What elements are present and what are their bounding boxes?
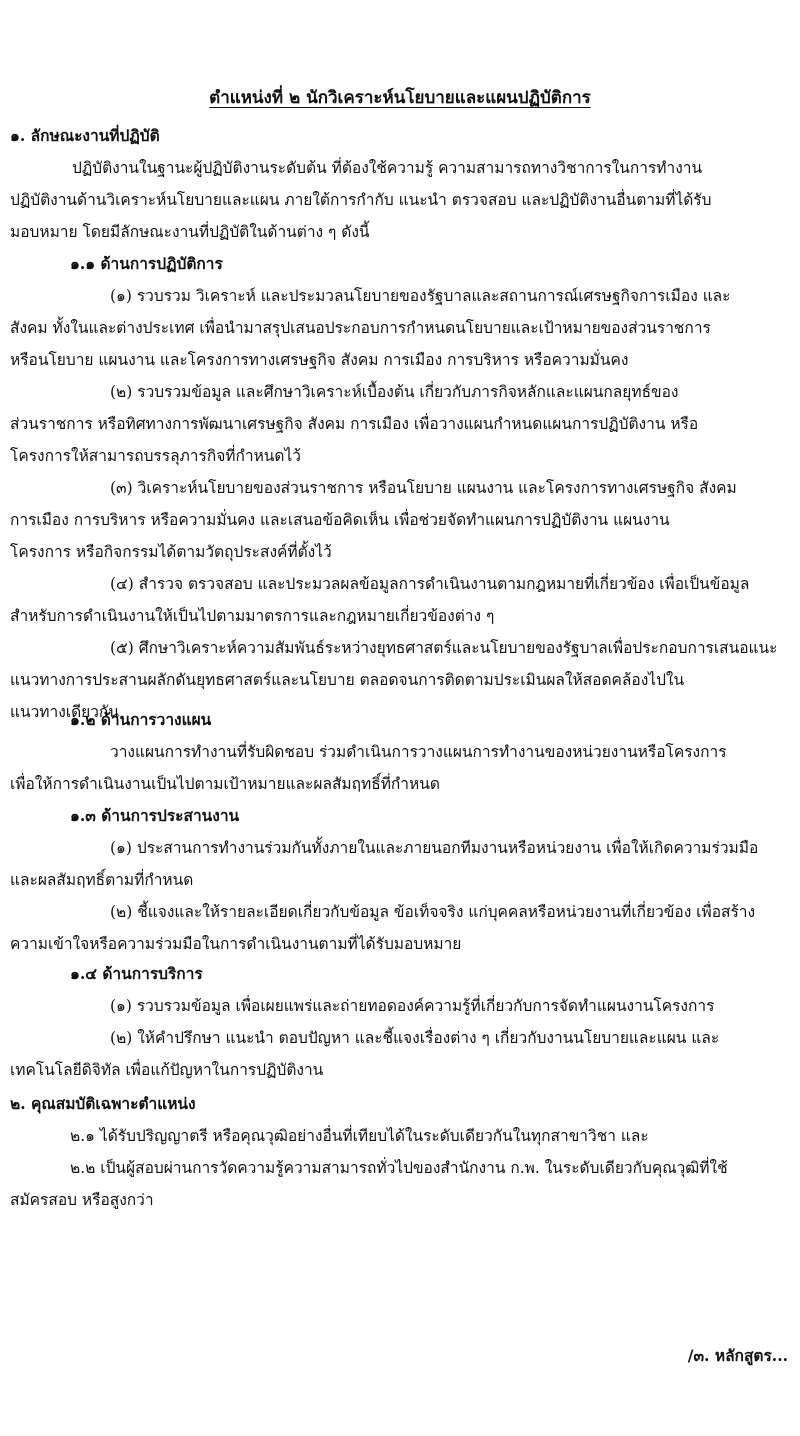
- subsection-1-1: [10, 248, 794, 728]
- list-item-line: (๑) รวบรวม วิเคราะห์ และประมวลนโยบายของรัฐบาลและสถานการณ์เศรษฐกิจการเมือง และ: [110, 287, 731, 305]
- list-item-line: (๒) รวบรวมข้อมูล และศึกษาวิเคราะห์เบื้องต้น เกี่ยวกับภารกิจหลักและแผนกลยุทธ์ของ: [110, 383, 679, 401]
- list-item-line: (๔) สำรวจ ตรวจสอบ และประมวลผลข้อมูลการดำเนินงานตามกฎหมายที่เกี่ยวข้อง เพื่อเป็นข้อมูล: [110, 575, 750, 593]
- list-item-line: โครงการ หรือกิจกรรมได้ตามวัตถุประสงค์ที่ตั้งไว้: [10, 543, 332, 561]
- page-title: [0, 84, 800, 111]
- list-item-line: (๒) ชี้แจงและให้รายละเอียดเกี่ยวกับข้อมูล ข้อเท็จจริง แก่บุคคลหรือหน่วยงานที่เกี่ยวข้อง เพื่อสร้าง: [110, 903, 756, 921]
- list-item-line: แนวทางเดียวกัน: [10, 703, 119, 721]
- section-2: [10, 1088, 794, 1216]
- list-item-line: การเมือง การบริหาร หรือความมั่นคง และเสนอข้อคิดเห็น เพื่อช่วยจัดทำแผนการปฏิบัติงาน แผนงาน: [10, 511, 670, 529]
- list-item-line: (๑) ประสานการทำงานร่วมกันทั้งภายในและภายนอกทีมงานหรือหน่วยงาน เพื่อให้เกิดความร่วมมือ: [110, 839, 759, 857]
- list-item-line: ความเข้าใจหรือความร่วมมือในการดำเนินงานตามที่ได้รับมอบหมาย: [10, 935, 462, 953]
- subsection-heading: ๑.๒ ด้านการวางแผน: [70, 710, 212, 729]
- list-item-line: และผลสัมฤทธิ์ตามที่กำหนด: [10, 871, 194, 889]
- list-item-line: โครงการให้สามารถบรรลุภารกิจที่กำหนดไว้: [10, 447, 301, 465]
- subsection-1-2: [10, 704, 794, 800]
- list-item-line: (๓) วิเคราะห์นโยบายของส่วนราชการ หรือนโยบาย แผนงาน และโครงการทางเศรษฐกิจ สังคม: [110, 479, 737, 497]
- list-item-line: (๕) ศึกษาวิเคราะห์ความสัมพันธ์ระหว่างยุทธศาสตร์และนโยบายของรัฐบาลเพื่อประกอบการเสนอแนะ: [110, 639, 778, 657]
- section-heading: ๒. คุณสมบัติเฉพาะตำแหน่ง: [10, 1094, 196, 1113]
- list-item-line: สังคม ทั้งในและต่างประเทศ เพื่อนำมาสรุปเสนอประกอบการกำหนดนโยบายและเป้าหมายของส่วนราชการ: [10, 319, 711, 337]
- section-1: [10, 120, 794, 248]
- section-heading: ๑. ลักษณะงานที่ปฏิบัติ: [10, 126, 160, 145]
- subsection-1-4: [10, 958, 794, 1086]
- paragraph-line: เพื่อให้การดำเนินงานเป็นไปตามเป้าหมายและผลสัมฤทธิ์ที่กำหนด: [10, 775, 440, 793]
- paragraph-line: วางแผนการทำงานที่รับผิดชอบ ร่วมดำเนินการวางแผนการทำงานของหน่วยงานหรือโครงการ: [110, 743, 727, 761]
- subsection-heading: ๑.๔ ด้านการบริการ: [70, 964, 203, 983]
- paragraph-line: มอบหมาย โดยมีลักษณะงานที่ปฏิบัติในด้านต่าง ๆ ดังนี้: [10, 223, 370, 241]
- paragraph-line: ปฏิบัติงานในฐานะผู้ปฏิบัติงานระดับต้น ที่ต้องใช้ความรู้ ความสามารถทางวิชาการในการทำงาน: [72, 159, 703, 177]
- subsection-1-3: [10, 800, 794, 960]
- list-item-line: ส่วนราชการ หรือทิศทางการพัฒนาเศรษฐกิจ สังคม การเมือง เพื่อวางแผนกำหนดแผนการปฏิบัติงาน หรือ: [10, 415, 699, 433]
- list-item-line: ๒.๑ ได้รับปริญญาตรี หรือคุณวุฒิอย่างอื่นที่เทียบได้ในระดับเดียวกันในทุกสาขาวิชา และ: [70, 1127, 649, 1145]
- continuation-note: /๓. หลักสูตร...: [687, 1346, 788, 1365]
- subsection-heading: ๑.๓ ด้านการประสานงาน: [70, 806, 240, 825]
- list-item-line: หรือนโยบาย แผนงาน และโครงการทางเศรษฐกิจ สังคม การเมือง การบริหาร หรือความมั่นคง: [10, 351, 629, 369]
- subsection-heading: ๑.๑ ด้านการปฏิบัติการ: [70, 254, 223, 273]
- page-title-text: ตำแหน่งที่ ๒ นักวิเคราะห์นโยบายและแผนปฏิบัติการ: [209, 88, 591, 108]
- list-item-line: (๒) ให้คำปรึกษา แนะนำ ตอบปัญหา และชี้แจงเรื่องต่าง ๆ เกี่ยวกับงานนโยบายและแผน และ: [110, 1029, 720, 1047]
- paragraph-line: ปฏิบัติงานด้านวิเคราะห์นโยบายและแผน ภายใต้การกำกับ แนะนำ ตรวจสอบ และปฏิบัติงานอื่นตามที่ได้รับ: [10, 191, 712, 209]
- list-item-line: ๒.๒ เป็นผู้สอบผ่านการวัดความรู้ความสามารถทั่วไปของสำนักงาน ก.พ. ในระดับเดียวกับคุณวุฒิที่ใช้: [70, 1159, 728, 1177]
- list-item-line: เทคโนโลยีดิจิทัล เพื่อแก้ปัญหาในการปฏิบัติงาน: [10, 1061, 324, 1079]
- list-item-line: (๑) รวบรวมข้อมูล เพื่อเผยแพร่และถ่ายทอดองค์ความรู้ที่เกี่ยวกับการจัดทำแผนงานโครงการ: [110, 997, 715, 1015]
- list-item-line: สมัครสอบ หรือสูงกว่า: [10, 1191, 154, 1209]
- list-item-line: สำหรับการดำเนินงานให้เป็นไปตามมาตรการและกฎหมายเกี่ยวข้องต่าง ๆ: [10, 607, 495, 625]
- list-item-line: แนวทางการประสานผลักดันยุทธศาสตร์และนโยบาย ตลอดจนการติดตามประเมินผลให้สอดคล้องไปใน: [10, 671, 685, 689]
